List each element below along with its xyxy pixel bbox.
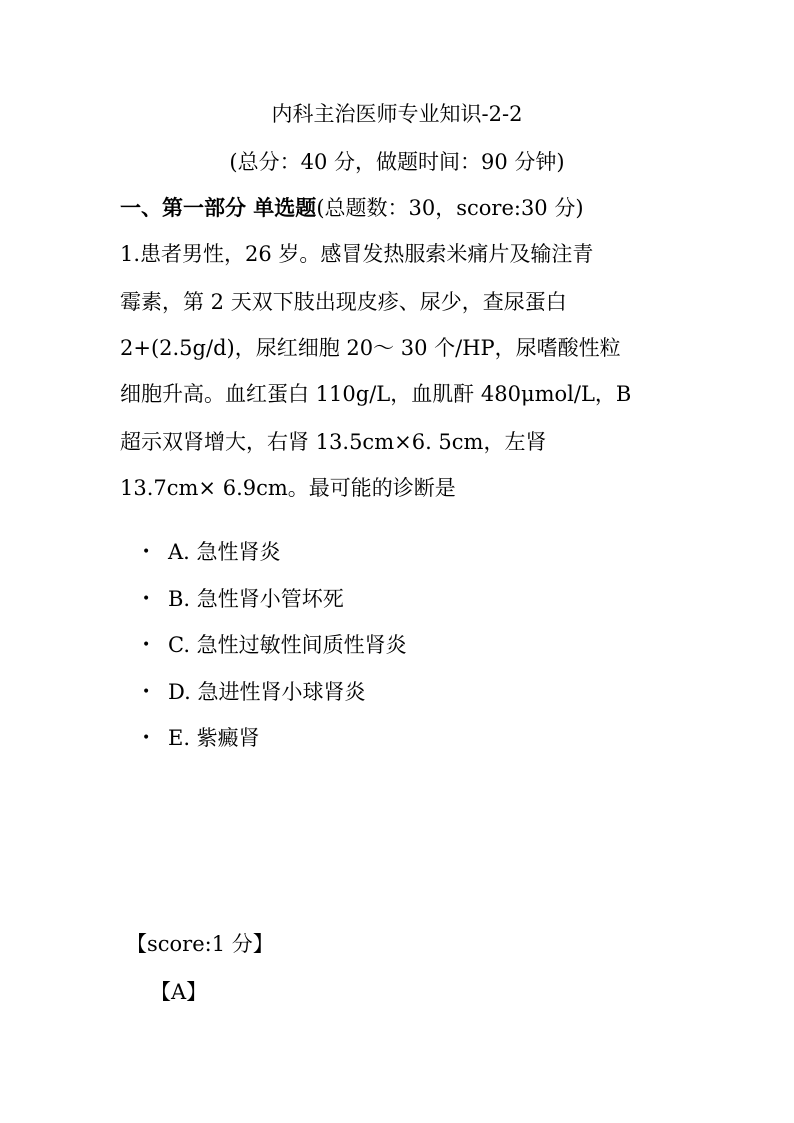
document-title: 内科主治医师专业知识-2-2: [271, 102, 523, 126]
option-label: B. 急性肾小管坏死: [168, 586, 344, 611]
section-name: 第一部分 单选题: [162, 195, 317, 220]
option-label: D. 急进性肾小球肾炎: [168, 679, 366, 704]
question-score: 【score:1 分】: [126, 932, 274, 956]
question-line: 细胞升高。血红蛋白 110g/L，血肌酐 480μmol/L，B: [120, 382, 632, 406]
section-prefix: 一、: [120, 195, 162, 220]
bullet-icon: •: [142, 544, 151, 560]
question-line: 13.7cm× 6.9cm。最可能的诊断是: [120, 476, 456, 500]
option-a[interactable]: [142, 538, 407, 585]
option-label: C. 急性过敏性间质性肾炎: [168, 633, 407, 657]
option-label: A. 急性肾炎: [168, 540, 281, 564]
section-heading: [120, 194, 584, 222]
document-subtitle: (总分：40 分，做题时间：90 分钟): [229, 150, 565, 174]
bullet-icon: •: [142, 730, 151, 746]
bullet-icon: •: [142, 683, 151, 700]
bullet-icon: •: [142, 637, 151, 653]
question-line: 2+(2.5g/d)，尿红细胞 20～ 30 个/HP，尿嗜酸性粒: [120, 336, 621, 360]
question-line: 超示双肾增大，右肾 13.5cm×6. 5cm，左肾: [120, 430, 547, 454]
option-c[interactable]: [142, 631, 407, 678]
bullet-icon: •: [142, 590, 151, 607]
question-line: 1.患者男性，26 岁。感冒发热服索米痛片及输注青: [120, 242, 594, 266]
section-info: (总题数：30，score:30 分): [316, 196, 584, 220]
option-label: E. 紫癜肾: [168, 726, 260, 750]
question-answer: 【A】: [150, 980, 208, 1004]
answer-options: [142, 538, 407, 771]
option-e[interactable]: [142, 724, 407, 771]
option-b[interactable]: [142, 585, 407, 632]
question-line: 霉素，第 2 天双下肢出现皮疹、尿少，查尿蛋白: [120, 290, 567, 314]
option-d[interactable]: [142, 678, 407, 725]
